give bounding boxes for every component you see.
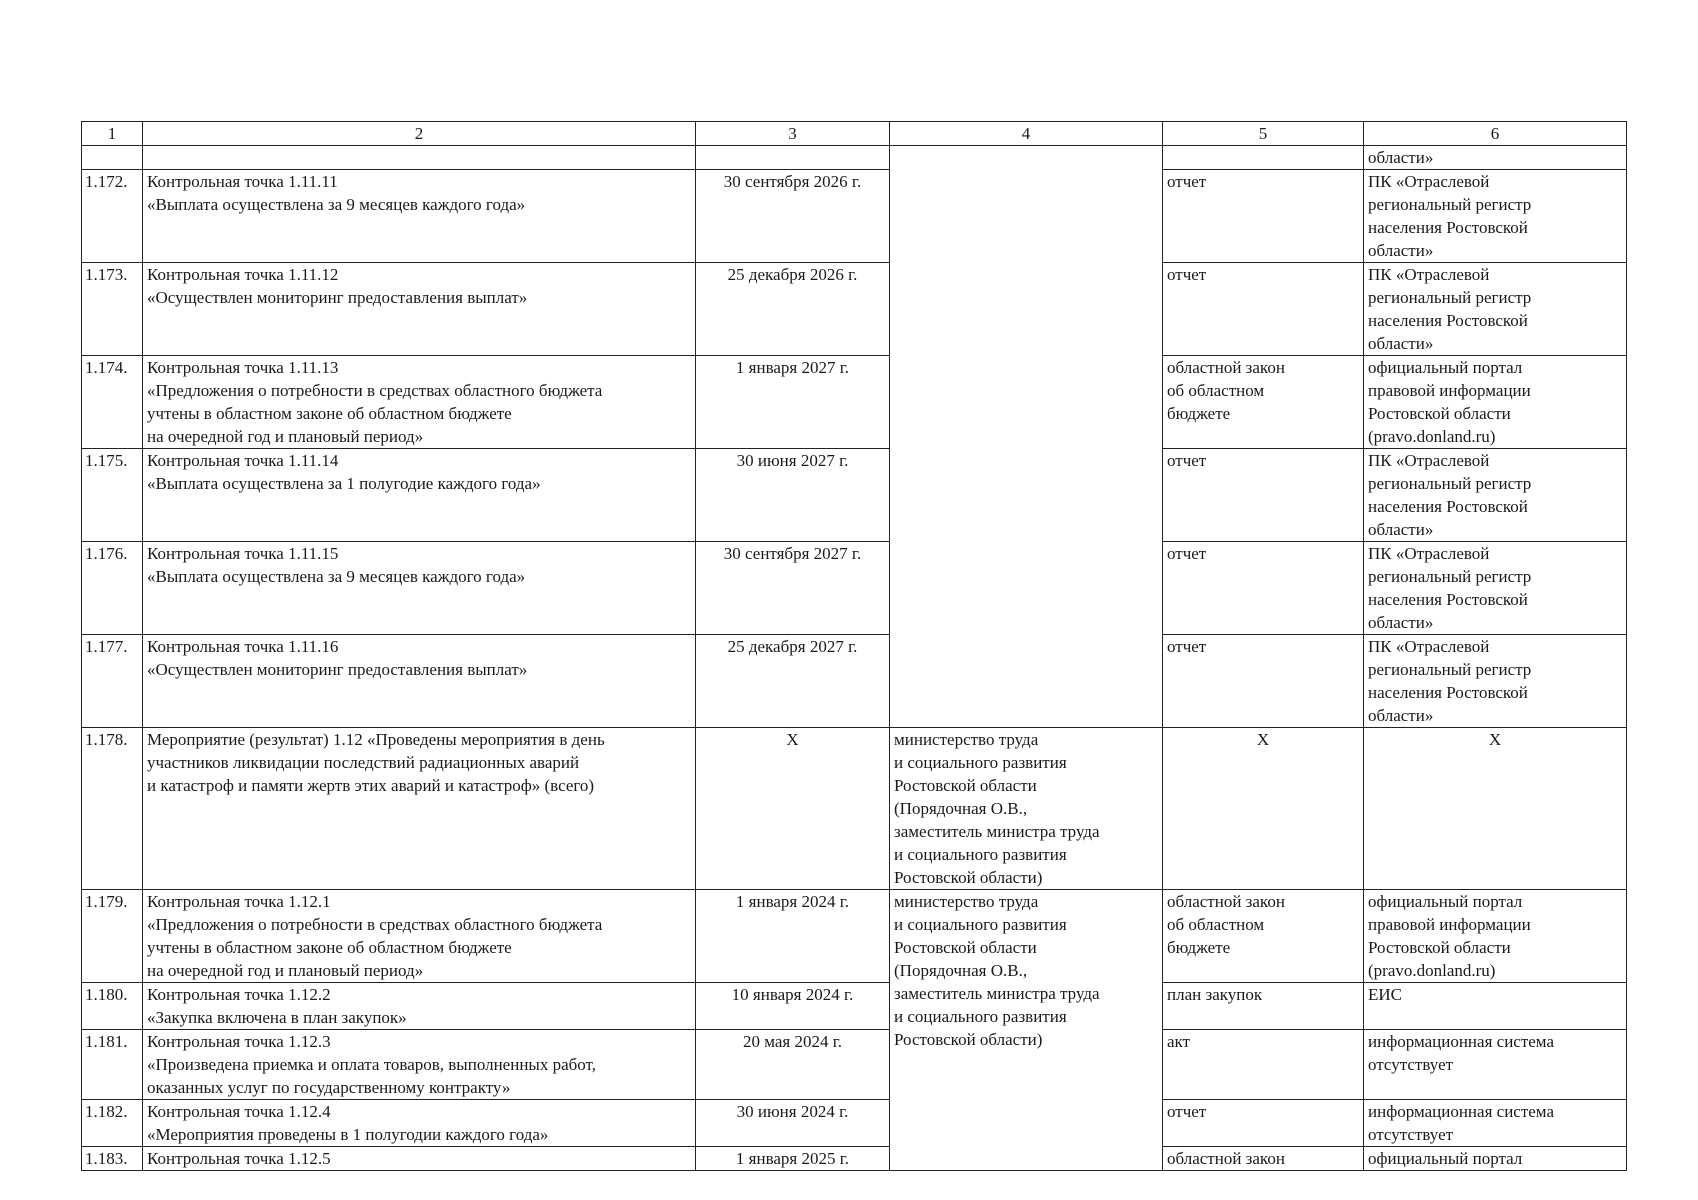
table-row [82, 983, 1627, 1030]
plan-table [81, 121, 1627, 1171]
empty-cell [143, 146, 696, 170]
document-type: отчет [1163, 635, 1364, 728]
item-name: Контрольная точка 1.11.15 «Выплата осуществлена за 9 месяцев каждого года» [143, 542, 696, 635]
responsible-cell: министерство труда и социального развития Ростовской области (Порядочная О.В., заместитель министра труда и социального развития Ростовской области) [890, 728, 1163, 890]
row-number: 1.180. [82, 983, 143, 1030]
item-name: Мероприятие (результат) 1.12 «Проведены мероприятия в день участников ликвидации последствий радиационных аварий и катастроф и памяти жертв этих аварий и катастроф» (всего) [143, 728, 696, 890]
deadline-cell: 25 декабря 2027 г. [696, 635, 890, 728]
info-system-cell: ПК «Отраслевой региональный регистр населения Ростовской области» [1364, 170, 1627, 263]
document-type: Х [1163, 728, 1364, 890]
row-number: 1.181. [82, 1030, 143, 1100]
column-number-2: 2 [143, 122, 696, 146]
continuation-row [82, 146, 1627, 170]
deadline-cell: 1 января 2024 г. [696, 890, 890, 983]
row-number: 1.175. [82, 449, 143, 542]
info-system-cell: информационная система отсутствует [1364, 1100, 1627, 1147]
row-number: 1.182. [82, 1100, 143, 1147]
document-type: областной закон об областном бюджете [1163, 890, 1364, 983]
item-name: Контрольная точка 1.12.4 «Мероприятия проведены в 1 полугодии каждого года» [143, 1100, 696, 1147]
row-number: 1.183. [82, 1147, 143, 1171]
document-type: областной закон об областном бюджете [1163, 356, 1364, 449]
table-row [82, 170, 1627, 263]
row-number: 1.176. [82, 542, 143, 635]
document-type: план закупок [1163, 983, 1364, 1030]
deadline-cell: 10 января 2024 г. [696, 983, 890, 1030]
table-row [82, 890, 1627, 983]
table-row [82, 1100, 1627, 1147]
document-type: отчет [1163, 449, 1364, 542]
row-number: 1.172. [82, 170, 143, 263]
deadline-cell: 30 июня 2027 г. [696, 449, 890, 542]
info-system-cell: Х [1364, 728, 1627, 890]
column-number-4: 4 [890, 122, 1163, 146]
column-number-1: 1 [82, 122, 143, 146]
row-number: 1.174. [82, 356, 143, 449]
empty-cell [82, 146, 143, 170]
deadline-cell: 30 июня 2024 г. [696, 1100, 890, 1147]
row-number: 1.173. [82, 263, 143, 356]
deadline-cell: 20 мая 2024 г. [696, 1030, 890, 1100]
deadline-cell: 1 января 2027 г. [696, 356, 890, 449]
deadline-cell: 25 декабря 2026 г. [696, 263, 890, 356]
deadline-cell: 30 сентября 2026 г. [696, 170, 890, 263]
deadline-cell: 30 сентября 2027 г. [696, 542, 890, 635]
item-name: Контрольная точка 1.12.2 «Закупка включена в план закупок» [143, 983, 696, 1030]
table-row [82, 449, 1627, 542]
table-row [82, 356, 1627, 449]
info-system-cell: ПК «Отраслевой региональный регистр населения Ростовской области» [1364, 449, 1627, 542]
item-name: Контрольная точка 1.11.11 «Выплата осуществлена за 9 месяцев каждого года» [143, 170, 696, 263]
empty-cell [696, 146, 890, 170]
info-system-cell: информационная система отсутствует [1364, 1030, 1627, 1100]
document-type: отчет [1163, 263, 1364, 356]
info-system-cell: официальный портал [1364, 1147, 1627, 1171]
table-row [82, 1147, 1627, 1171]
info-system-cell: ПК «Отраслевой региональный регистр населения Ростовской области» [1364, 263, 1627, 356]
info-system-cell: ПК «Отраслевой региональный регистр населения Ростовской области» [1364, 635, 1627, 728]
info-system-cell: ЕИС [1364, 983, 1627, 1030]
column-number-row [82, 122, 1627, 146]
row-number: 1.179. [82, 890, 143, 983]
column-number-3: 3 [696, 122, 890, 146]
item-name: Контрольная точка 1.12.1 «Предложения о потребности в средствах областного бюджета учтены в областном законе об областном бюджете на очередной год и плановый период» [143, 890, 696, 983]
item-name: Контрольная точка 1.12.5 [143, 1147, 696, 1171]
info-system-cell: официальный портал правовой информации Ростовской области (pravo.donland.ru) [1364, 890, 1627, 983]
empty-cell [1163, 146, 1364, 170]
table-row [82, 542, 1627, 635]
item-name: Контрольная точка 1.11.12 «Осуществлен мониторинг предоставления выплат» [143, 263, 696, 356]
column-number-5: 5 [1163, 122, 1364, 146]
document-type: областной закон [1163, 1147, 1364, 1171]
row-number: 1.177. [82, 635, 143, 728]
responsible-cell: министерство труда и социального развития Ростовской области (Порядочная О.В., заместитель министра труда и социального развития Ростовской области) [890, 890, 1163, 1171]
table-row [82, 263, 1627, 356]
document-type: отчет [1163, 1100, 1364, 1147]
item-name: Контрольная точка 1.11.13 «Предложения о потребности в средствах областного бюджета учтены в областном законе об областном бюджете на очередной год и плановый период» [143, 356, 696, 449]
deadline-cell: Х [696, 728, 890, 890]
info-system-cell: области» [1364, 146, 1627, 170]
document-type: отчет [1163, 542, 1364, 635]
deadline-cell: 1 января 2025 г. [696, 1147, 890, 1171]
row-number: 1.178. [82, 728, 143, 890]
table-row [82, 635, 1627, 728]
document-type: акт [1163, 1030, 1364, 1100]
table-row [82, 728, 1627, 890]
document-type: отчет [1163, 170, 1364, 263]
info-system-cell: ПК «Отраслевой региональный регистр населения Ростовской области» [1364, 542, 1627, 635]
column-number-6: 6 [1364, 122, 1627, 146]
item-name: Контрольная точка 1.12.3 «Произведена приемка и оплата товаров, выполненных работ, оказанных услуг по государственному контракту» [143, 1030, 696, 1100]
item-name: Контрольная точка 1.11.16 «Осуществлен мониторинг предоставления выплат» [143, 635, 696, 728]
item-name: Контрольная точка 1.11.14 «Выплата осуществлена за 1 полугодие каждого года» [143, 449, 696, 542]
table-row [82, 1030, 1627, 1100]
info-system-cell: официальный портал правовой информации Ростовской области (pravo.donland.ru) [1364, 356, 1627, 449]
responsible-cell [890, 146, 1163, 728]
